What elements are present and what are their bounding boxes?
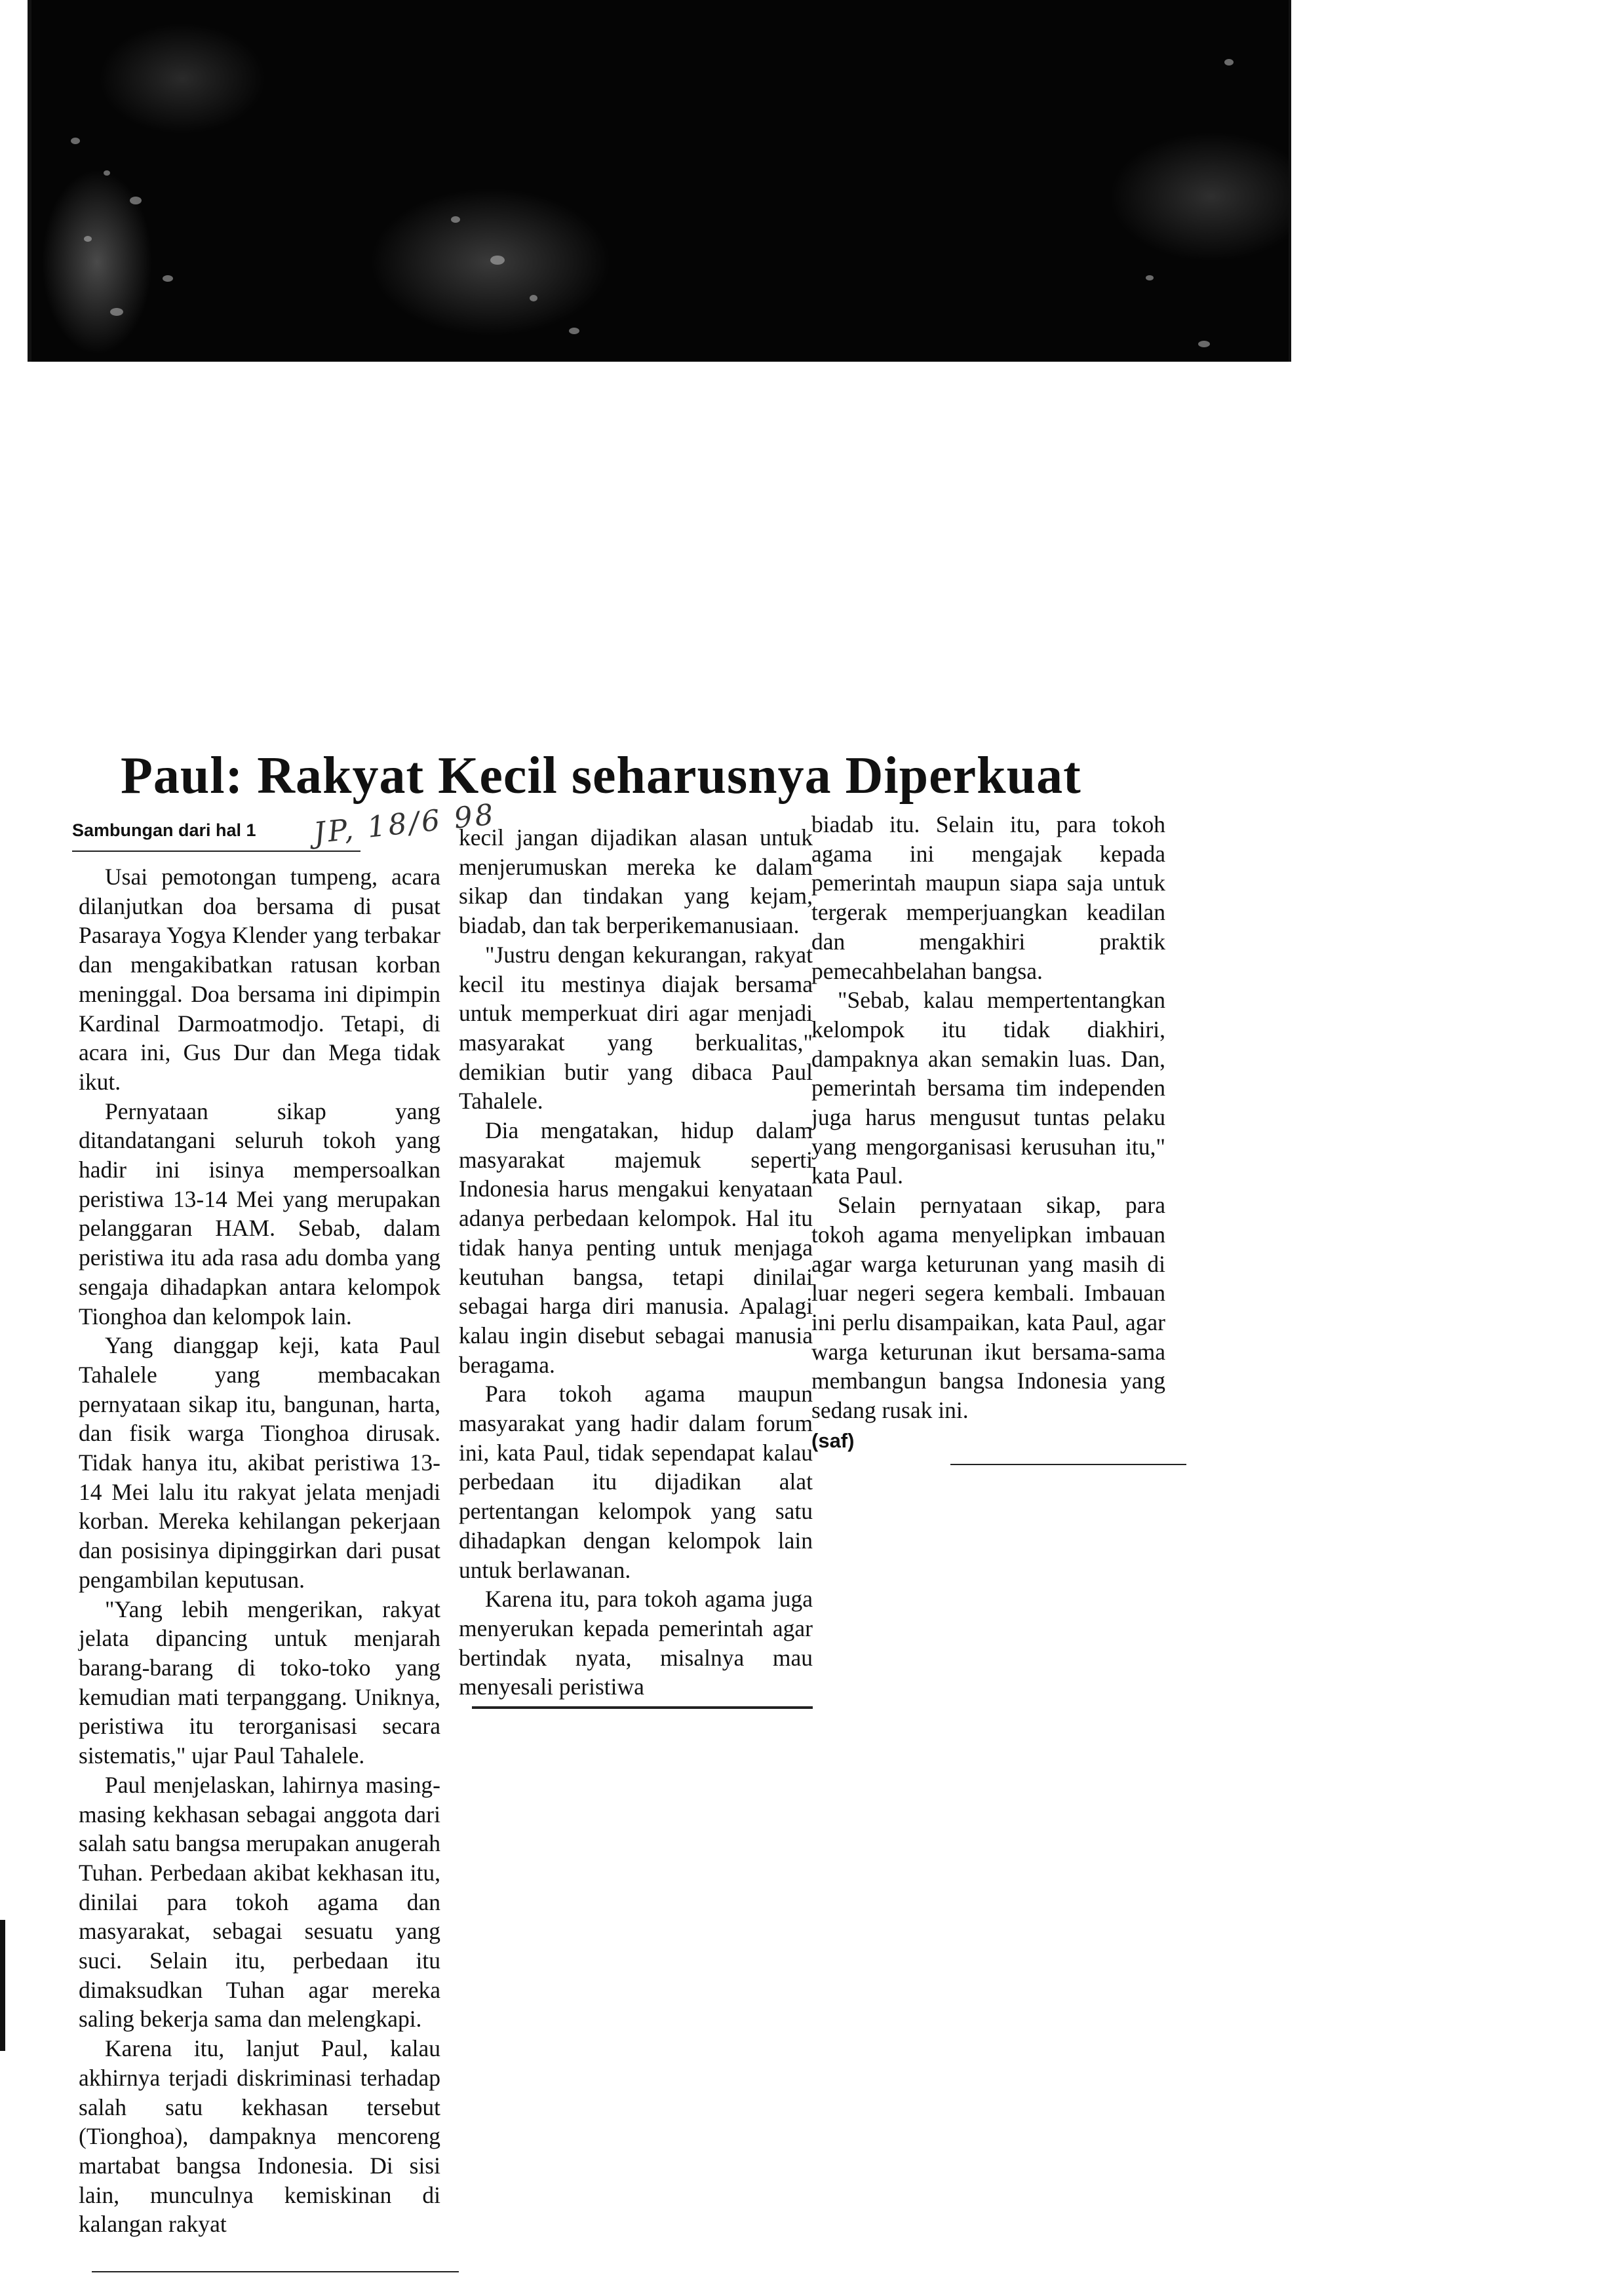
paragraph: Selain pernyataan sikap, para tokoh agama menyelipkan imbauan agar warga keturunan yang masih di luar negeri segera kembali. Imbauan ini perlu disampaikan, kata Paul, agar warga keturunan ikut bersama-sama membangun bangsa Indonesia yang sedang rusak ini. <box>811 1192 1165 1424</box>
handwritten-note: JP, 18/6 98 <box>312 797 497 851</box>
article-column-3 <box>811 810 1165 1455</box>
continued-rule <box>72 851 360 852</box>
paragraph: Karena itu, para tokoh agama juga menyerukan kepada pemerintah agar bertindak nyata, misalnya mau menyesali peristiwa <box>459 1586 813 1700</box>
continued-label: Sambungan dari hal 1 <box>72 820 256 840</box>
paragraph: Yang dianggap keji, kata Paul Tahalele yang membacakan pernyataan sikap itu, bangunan, harta, dan fisik warga Tionghoa dirusak. Tidak hanya itu, akibat peristiwa 13-14 Mei lalu itu rakyat jelata menjadi korban. Mereka kehilangan pekerjaan dan posisinya dipinggirkan dari pusat pengambilan keputusan. <box>79 1332 440 1593</box>
article-photo <box>28 0 1291 362</box>
paragraph: Para tokoh agama maupun masyarakat yang hadir dalam forum ini, kata Paul, tidak sependapat kalau perbedaan itu dijadikan alat pertentangan kelompok yang satu dihadapkan dengan kelompok lain untuk berlawanan. <box>459 1381 813 1583</box>
column-2-end-rule <box>472 1706 813 1709</box>
paragraph: "Justru dengan kekurangan, rakyat kecil itu mestinya diajak bersama untuk memperkuat diri agar menjadi masyarakat yang berkualitas," demikian butir yang dibaca Paul Tahalele. <box>459 941 813 1115</box>
article-column-2 <box>459 823 813 1702</box>
paragraph: Usai pemotongan tumpeng, acara dilanjutkan doa bersama di pusat Pasaraya Yogya Klender yang terbakar dan mengakibatkan ratusan korban meninggal. Doa bersama ini dipimpin Kardinal Darmoatmodjo. Tetapi, di acara ini, Gus Dur dan Mega tidak ikut. <box>79 864 440 1095</box>
author-signature: (saf) <box>811 1428 855 1452</box>
paragraph: Pernyataan sikap yang ditandatangani seluruh tokoh yang hadir ini isinya mempersoalkan peristiwa 13-14 Mei yang merupakan pelanggaran HAM. Sebab, dalam peristiwa itu ada rasa adu domba yang sengaja dihadapkan antara kelompok Tionghoa dan kelompok lain. <box>79 1098 440 1330</box>
scan-edge-mark <box>0 1920 5 2051</box>
column-3-end-rule <box>950 1464 1186 1465</box>
paragraph: Paul menjelaskan, lahirnya masing-masing kekhasan sebagai anggota dari salah satu bangsa merupakan anugerah Tuhan. Perbedaan akibat kekhasan itu, dinilai para tokoh agama dan masyarakat, sebagai sesuatu yang suci. Selain itu, perbedaan itu dimaksudkan Tuhan agar mereka saling bekerja sama dan melengkapi. <box>79 1771 441 2033</box>
article-column-1 <box>79 862 440 2239</box>
headline: Paul: Rakyat Kecil seharusnya Diperkuat <box>121 747 1081 805</box>
column-1-end-rule <box>92 2271 459 2272</box>
paragraph: kecil jangan dijadikan alasan untuk menjerumuskan mereka ke dalam sikap dan tindakan yang kejam, biadab, dan tak berperikemanusiaan. <box>459 824 813 939</box>
paragraph: "Sebab, kalau mempertentangkan kelompok itu tidak diakhiri, dampaknya akan semakin luas. Dan, pemerintah bersama tim independen juga harus mengusut tuntas pelaku yang mengorganisasi kerusuhan itu," kata Paul. <box>811 987 1165 1189</box>
paragraph: "Yang lebih mengerikan, rakyat jelata dipancing untuk menjarah barang-barang di toko-toko yang kemudian mati terpanggang. Uniknya, peristiwa itu terorganisasi secara sistematis," ujar Paul Tahalele. <box>79 1596 440 1769</box>
paragraph: Karena itu, lanjut Paul, kalau akhirnya terjadi diskriminasi terhadap salah satu kekhasan tersebut (Tionghoa), dampaknya mencoreng martabat bangsa Indonesia. Di sisi lain, munculnya kemiskinan di kalangan rakyat <box>79 2035 440 2238</box>
paragraph: Dia mengatakan, hidup dalam masyarakat majemuk seperti Indonesia harus mengakui kenyataan adanya perbedaan kelompok. Hal itu tidak hanya penting untuk menjaga keutuhan bangsa, tetapi dinilai sebagai harga diri manusia. Apalagi kalau ingin disebut sebagai manusia beragama. <box>459 1117 813 1378</box>
paragraph: biadab itu. Selain itu, para tokoh agama ini mengajak kepada pemerintah maupun siapa saja untuk tergerak memperjuangkan keadilan dan mengakhiri praktik pemecahbelahan bangsa. <box>811 811 1165 984</box>
